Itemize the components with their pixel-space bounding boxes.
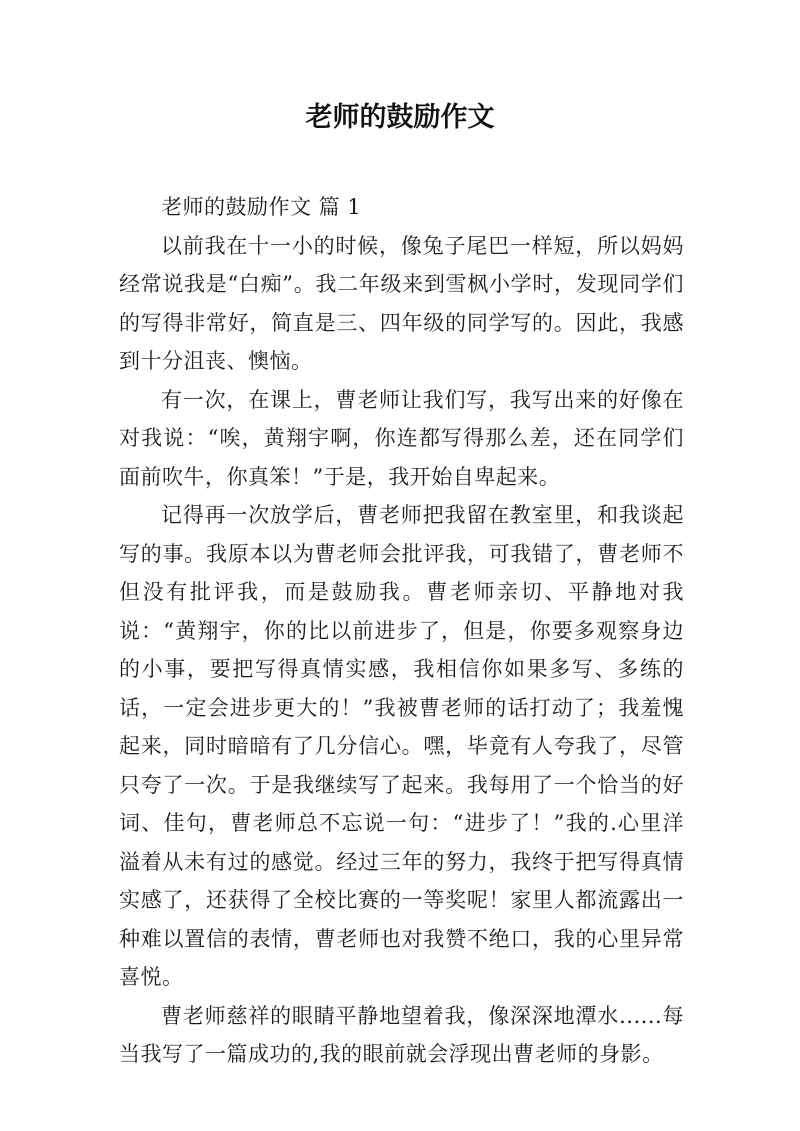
document-title: 老师的鼓励作文 (305, 102, 495, 133)
paragraph-1: 以前我在十一小的时候，像兔子尾巴一样短，所以妈妈经常说我是“白痴”。我二年级来到雪枫小学时，发现同学们的写得非常好，简直是三、四年级的同学写的。因此，我感到十分沮丧、懊恼。 (119, 233, 684, 373)
paragraph-3: 记得再一次放学后，曹老师把我留在教室里，和我谈起写的事。我原本以为曹老师会批评我，可我错了，曹老师不但没有批评我，而是鼓励我。曹老师亲切、平静地对我说：“黄翔宇，你的比以前进步了，但是，你要多观察身边的小事，要把写得真情实感，我相信你如果多写、多练的话，一定会进步更大的！”我被曹老师的话打动了；我羞愧起来，同时暗暗有了几分信心。嘿，毕竟有人夸我了，尽管只夸了一次。于是我继续写了起来。我每用了一个恰当的好词、佳句，曹老师总不忘说一句：“进步了！”我的.心里洋溢着从未有过的感觉。经过三年的努力，我终于把写得真情实感了，还获得了全校比赛的一等奖呢！家里人都流露出一种难以置信的表情，曹老师也对我赞不绝口，我的心里异常喜悦。 (119, 503, 684, 989)
document-body (119, 188, 684, 1074)
paragraph-4: 曹老师慈祥的眼睛平静地望着我，像深深地潭水......每当我写了一篇成功的,我的眼前就会浮现出曹老师的身影。 (119, 1003, 684, 1066)
section-heading: 老师的鼓励作文 篇 1 (161, 195, 362, 219)
paragraph-2: 有一次，在课上，曹老师让我们写，我写出来的好像在对我说：“唉，黄翔宇啊，你连都写得那么差，还在同学们面前吹牛，你真笨！”于是，我开始自卑起来。 (119, 387, 684, 489)
